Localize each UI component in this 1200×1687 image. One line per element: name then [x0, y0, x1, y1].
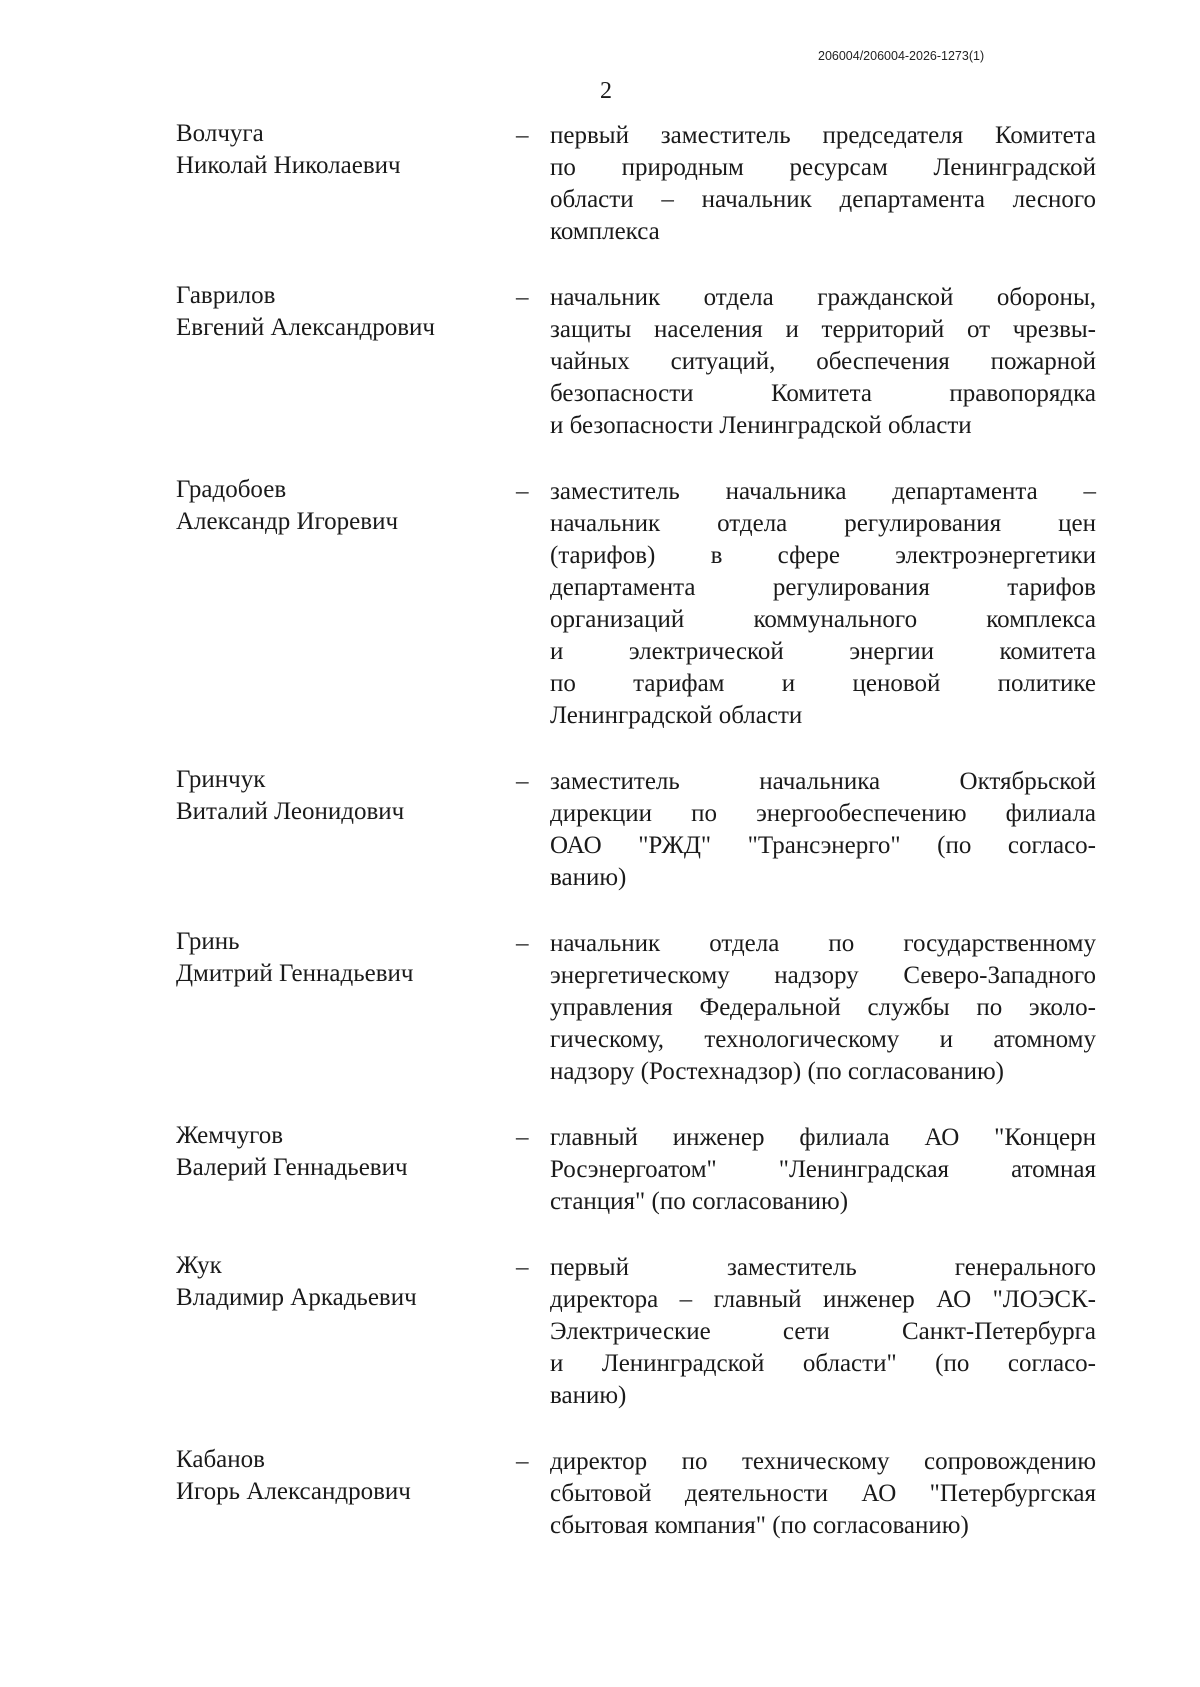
- position-line: ванию): [550, 864, 627, 891]
- member-given-names: Владимир Аркадьевич: [176, 1284, 417, 1311]
- member-surname: Волчуга: [176, 120, 264, 147]
- position-line: чайных ситуаций, обеспечения пожарной: [550, 348, 1096, 375]
- member-position: [550, 118, 1096, 248]
- dash-separator: –: [516, 1124, 529, 1151]
- document-registration-number: 206004/206004-2026-1273(1): [818, 49, 985, 63]
- member-name: [176, 926, 516, 990]
- member-position: [550, 764, 1096, 894]
- member-entry: [176, 926, 1096, 1088]
- position-line: начальник отдела по государственному: [550, 930, 1096, 957]
- dash-separator: –: [516, 768, 529, 795]
- position-line: начальник отдела регулирования цен: [550, 510, 1096, 537]
- member-surname: Градобоев: [176, 476, 287, 503]
- member-given-names: Валерий Геннадьевич: [176, 1154, 408, 1181]
- member-surname: Жук: [176, 1252, 222, 1279]
- member-given-names: Александр Игоревич: [176, 508, 399, 535]
- member-given-names: Игорь Александрович: [176, 1478, 411, 1505]
- position-line: энергетическому надзору Северо-Западного: [550, 962, 1096, 989]
- dash-separator: –: [516, 1448, 529, 1475]
- position-line: ОАО "РЖД" "Трансэнерго" (по согласо-: [550, 832, 1096, 859]
- position-line: сбытовой деятельности АО "Петербургская: [550, 1480, 1096, 1507]
- member-position: [550, 280, 1096, 442]
- position-line: заместитель начальника департамента –: [550, 478, 1096, 505]
- position-line: управления Федеральной службы по эколо-: [550, 994, 1096, 1021]
- position-line: защиты населения и территорий от чрезвы-: [550, 316, 1096, 343]
- dash-separator: –: [516, 122, 529, 149]
- position-line: станция" (по согласованию): [550, 1188, 849, 1215]
- member-position: [550, 1120, 1096, 1218]
- members-list: [176, 118, 1096, 1574]
- member-position: [550, 474, 1096, 732]
- member-name: [176, 118, 516, 182]
- member-surname: Кабанов: [176, 1446, 265, 1473]
- position-line: первый заместитель председателя Комитета: [550, 122, 1096, 149]
- position-line: Ленинградской области: [550, 702, 803, 729]
- member-surname: Гринчук: [176, 766, 266, 793]
- position-line: департамента регулирования тарифов: [550, 574, 1096, 601]
- member-entry: [176, 474, 1096, 732]
- member-name: [176, 764, 516, 828]
- member-name: [176, 280, 516, 344]
- position-line: по тарифам и ценовой политике: [550, 670, 1096, 697]
- dash-separator: –: [516, 1254, 529, 1281]
- member-given-names: Дмитрий Геннадьевич: [176, 960, 414, 987]
- member-surname: Гринь: [176, 928, 240, 955]
- member-position: [550, 1250, 1096, 1412]
- member-surname: Жемчугов: [176, 1122, 284, 1149]
- member-entry: [176, 764, 1096, 894]
- member-name: [176, 1120, 516, 1184]
- position-line: сбытовая компания" (по согласованию): [550, 1512, 969, 1539]
- member-entry: [176, 1444, 1096, 1542]
- position-line: и Ленинградской области" (по согласо-: [550, 1350, 1096, 1377]
- member-position: [550, 1444, 1096, 1542]
- member-name: [176, 1444, 516, 1508]
- member-entry: [176, 118, 1096, 248]
- member-surname: Гаврилов: [176, 282, 276, 309]
- dash-separator: –: [516, 284, 529, 311]
- position-line: (тарифов) в сфере электроэнергетики: [550, 542, 1096, 569]
- position-line: директор по техническому сопровождению: [550, 1448, 1096, 1475]
- dash-separator: –: [516, 930, 529, 957]
- position-line: и безопасности Ленинградской области: [550, 412, 972, 439]
- position-line: и электрической энергии комитета: [550, 638, 1096, 665]
- member-position: [550, 926, 1096, 1088]
- member-entry: [176, 1120, 1096, 1218]
- member-name: [176, 474, 516, 538]
- position-line: главный инженер филиала АО "Концерн: [550, 1124, 1096, 1151]
- dash-separator: –: [516, 478, 529, 505]
- member-given-names: Виталий Леонидович: [176, 798, 405, 825]
- member-given-names: Евгений Александрович: [176, 314, 435, 341]
- position-line: надзору (Ростехнадзор) (по согласованию): [550, 1058, 1005, 1085]
- position-line: директора – главный инженер АО "ЛОЭСК-: [550, 1286, 1096, 1313]
- position-line: заместитель начальника Октябрьской: [550, 768, 1096, 795]
- member-given-names: Николай Николаевич: [176, 152, 401, 179]
- position-line: безопасности Комитета правопорядка: [550, 380, 1096, 407]
- position-line: Электрические сети Санкт-Петербурга: [550, 1318, 1096, 1345]
- position-line: начальник отдела гражданской обороны,: [550, 284, 1096, 311]
- member-name: [176, 1250, 516, 1314]
- position-line: дирекции по энергообеспечению филиала: [550, 800, 1096, 827]
- member-entry: [176, 280, 1096, 442]
- position-line: первый заместитель генерального: [550, 1254, 1096, 1281]
- position-line: организаций коммунального комплекса: [550, 606, 1096, 633]
- position-line: области – начальник департамента лесного: [550, 186, 1096, 213]
- page-number: 2: [600, 78, 612, 104]
- position-line: гическому, технологическому и атомному: [550, 1026, 1096, 1053]
- position-line: по природным ресурсам Ленинградской: [550, 154, 1096, 181]
- position-line: ванию): [550, 1382, 627, 1409]
- position-line: Росэнергоатом" "Ленинградская атомная: [550, 1156, 1096, 1183]
- position-line: комплекса: [550, 218, 660, 245]
- member-entry: [176, 1250, 1096, 1412]
